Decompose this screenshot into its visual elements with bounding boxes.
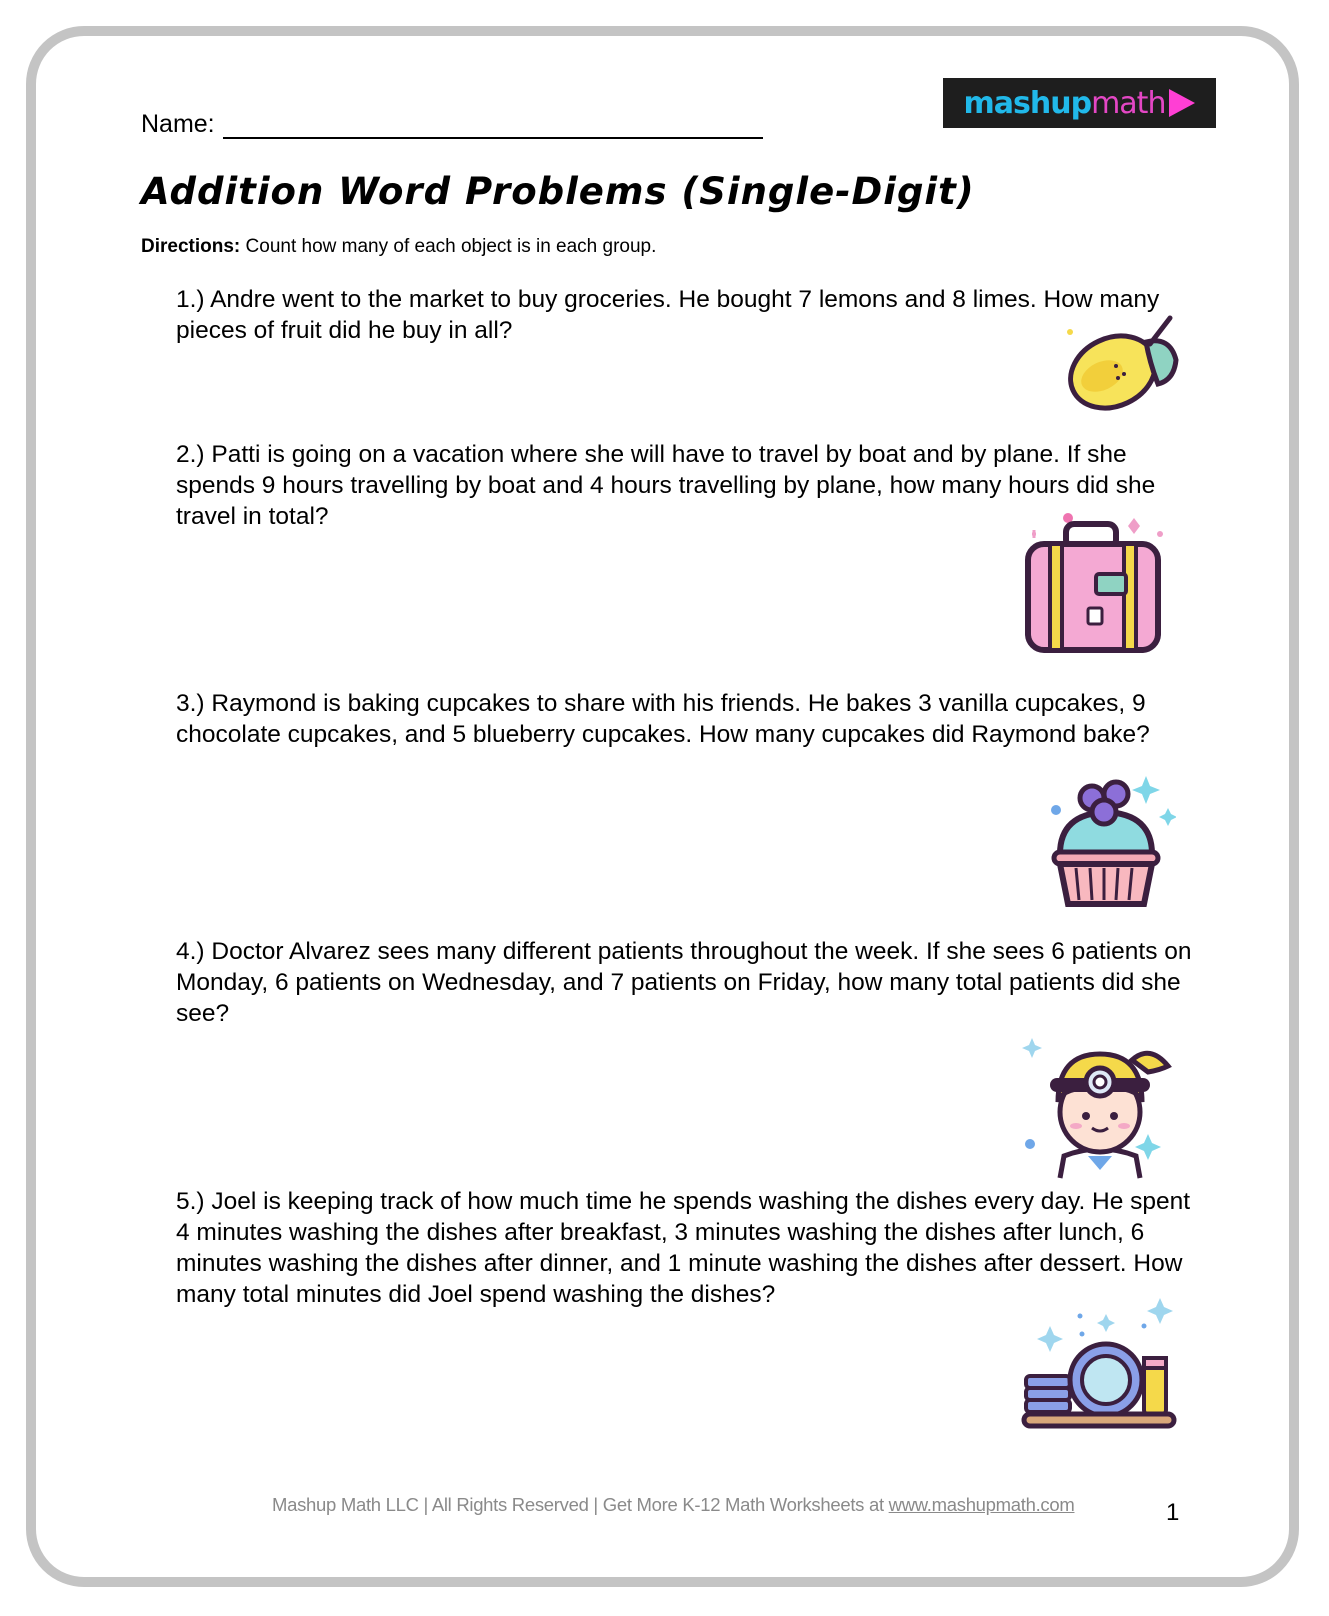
doctor-icon bbox=[1020, 1030, 1180, 1180]
problem-number: 5.) bbox=[176, 1188, 205, 1215]
directions-text: Count how many of each object is in each group. bbox=[245, 236, 657, 257]
suitcase-icon bbox=[1022, 508, 1172, 656]
problem-text: Andre went to the market to buy groceries. He bought 7 lemons and 8 limes. How many pieces of fruit did he buy in all? bbox=[176, 286, 1160, 344]
lemon-icon bbox=[1058, 314, 1188, 424]
worksheet-title: Addition Word Problems (Single-Digit) bbox=[141, 170, 975, 213]
dishes-icon bbox=[1020, 1296, 1180, 1448]
name-label: Name: bbox=[141, 110, 215, 138]
problem-number: 3.) bbox=[176, 690, 205, 717]
problem-1 bbox=[176, 284, 1196, 346]
mashupmath-logo bbox=[943, 78, 1216, 128]
problem-number: 4.) bbox=[176, 938, 205, 965]
footer-text-line bbox=[272, 1494, 1074, 1516]
problem-text: Raymond is baking cupcakes to share with his friends. He bakes 3 vanilla cupcakes, 9 chocolate cupcakes, and 5 blueberry cupcakes. How many cupcakes did Raymond bake? bbox=[176, 690, 1150, 748]
logo-text-math: math bbox=[1091, 85, 1166, 121]
footer-text: Mashup Math LLC | All Rights Reserved | Get More K-12 Math Worksheets at bbox=[272, 1494, 889, 1515]
problem-4 bbox=[176, 936, 1196, 1029]
problem-number: 1.) bbox=[176, 286, 205, 313]
problem-3 bbox=[176, 688, 1196, 750]
problem-text: Patti is going on a vacation where she will have to travel by boat and by plane. If she spends 9 hours travelling by boat and 4 hours travelling by plane, how many hours did she travel in total? bbox=[176, 441, 1156, 530]
footer-link[interactable]: www.mashupmath.com bbox=[888, 1494, 1075, 1515]
logo-text-mashup: mashup bbox=[963, 85, 1092, 121]
problem-5 bbox=[176, 1186, 1196, 1310]
name-blank-line[interactable] bbox=[223, 111, 763, 139]
page-number: 1 bbox=[1166, 1499, 1180, 1526]
cupcake-icon bbox=[1046, 772, 1176, 912]
play-triangle-icon bbox=[1169, 89, 1195, 117]
problem-number: 2.) bbox=[176, 441, 205, 468]
name-field[interactable] bbox=[141, 110, 763, 139]
directions-label: Directions: bbox=[141, 236, 241, 257]
problem-text: Doctor Alvarez sees many different patients throughout the week. If she sees 6 patients on Monday, 6 patients on Wednesday, and 7 patients on Friday, how many total patients did she see? bbox=[176, 938, 1192, 1027]
directions bbox=[141, 236, 656, 258]
problem-text: Joel is keeping track of how much time he spends washing the dishes every day. He spent 4 minutes washing the dishes after breakfast, 3 minutes washing the dishes after lunch, 6 minutes washing the dishes after dinner, and 1 minute washing the dishes after dessert. How many total minutes did Joel spend washing the dishes? bbox=[176, 1188, 1191, 1308]
